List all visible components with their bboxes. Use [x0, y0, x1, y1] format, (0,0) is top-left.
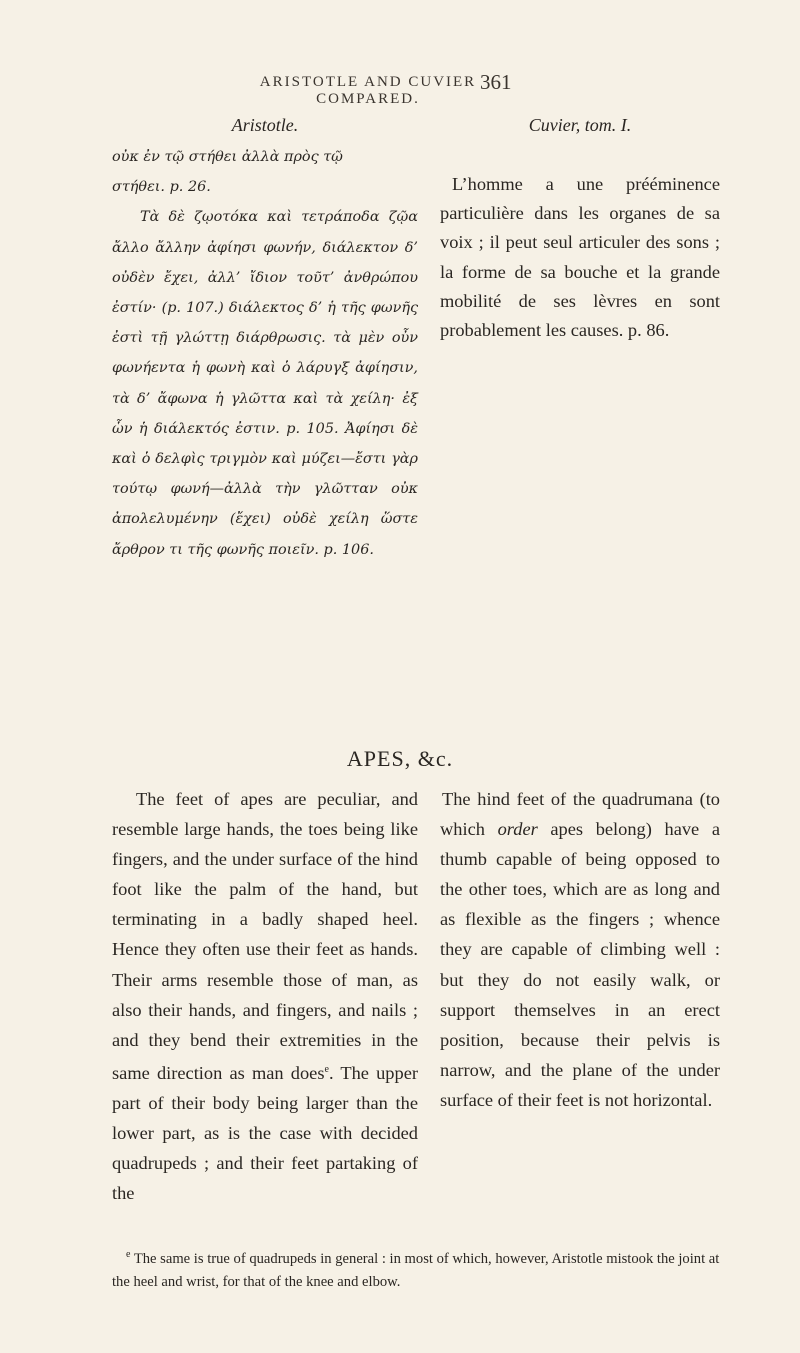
running-header: ARISTOTLE AND CUVIER COMPARED.	[259, 74, 477, 107]
apes-right-column	[440, 784, 720, 1115]
footnote-ref: e	[324, 1063, 329, 1075]
apes-left-text-b: . The upper part of their body being larger than the lower part, as is the case with decided quadrupeds ; and their feet partaking of the	[112, 1062, 418, 1204]
footnote	[112, 1243, 732, 1294]
greek-line-2: στήθει. p. 26.	[112, 179, 211, 196]
footnote-text: The same is true of quadrupeds in general : in most of which, however, Aristotle mistook the joint at the heel and wrist, for that of the knee and elbow.	[112, 1250, 720, 1290]
apes-right-text	[440, 784, 720, 1115]
cuvier-column	[440, 112, 720, 345]
apes-right-text-a: The hind feet of the quadrumana (to which	[440, 789, 720, 840]
aristotle-heading: Aristotle.	[231, 115, 299, 135]
apes-left-text-a: The feet of apes are peculiar, and resemble large hands, the toes being like fingers, and the under surface of the hind foot like the palm of the hand, but terminating in a badly shaped heel. Hence they often use their feet as hands. Their arms resemble those of man, as also their hands, and fingers, and nails ; and they bend their extremities in the same direction as man does	[112, 789, 418, 1083]
footnote-marker: e	[126, 1249, 131, 1260]
greek-text	[112, 142, 418, 565]
french-text: L’homme a une prééminence particulière dans les organes de sa voix ; il peut seul articuler des sons ; la forme de sa bouche et la grande mobilité de ses lèvres en sont probablement les causes. p. 86.	[440, 174, 720, 341]
apes-left-column	[112, 784, 418, 1208]
greek-line-1: οὐκ ἐν τῷ στήθει ἀλλὰ πρὸς τῷ	[112, 149, 343, 165]
cuvier-heading: Cuvier, tom. I.	[528, 115, 632, 135]
apes-right-emph: order	[497, 819, 538, 840]
page-number: 361	[480, 70, 512, 94]
greek-paragraph: Τὰ δὲ ζῳοτόκα καὶ τετράποδα ζῷα ἄλλο ἄλλην ἀφίησι φωνήν, διάλεκτον δ’ οὐδὲν ἔχει, ἀλλ’ ἴδιον τοῦτ’ ἀνθρώπου ἐστίν· (p. 107.) διάλεκτος δ’ ἡ τῆς φωνῆς ἐστὶ τῇ γλώττῃ διάρθρωσις. τὰ μὲν οὖν φωνήεντα ἡ φωνὴ καὶ ὁ λάρυγξ ἀφίησιν, τὰ δ’ ἄφωνα ἡ γλῶττα καὶ τὰ χείλη· ἐξ ὧν ἡ διάλεκτός ἐστιν. p. 105. Ἀφίησι δὲ καὶ ὁ δελφὶς τριγμὸν καὶ μύζει—ἔστι γὰρ τούτῳ φωνή—ἀλλὰ τὴν γλῶτταν οὐκ ἀπολελυμένην (ἔχει) οὐδὲ χείλη ὥστε ἄρθρον τι τῆς φωνῆς ποιεῖν. p. 106.	[112, 209, 418, 558]
aristotle-column	[112, 112, 418, 565]
apes-left-text	[112, 784, 418, 1208]
apes-right-text-b: apes belong) have a thumb capable of being opposed to the other toes, which are as long and as flexible as the fingers ; whence they are capable of climbing well : but they do not easily walk, or support themselves in an erect position, because their pelvis is narrow, and the plane of the under surface of their feet is not horizontal.	[440, 819, 721, 1110]
section-title: APES, &c.	[346, 746, 454, 771]
